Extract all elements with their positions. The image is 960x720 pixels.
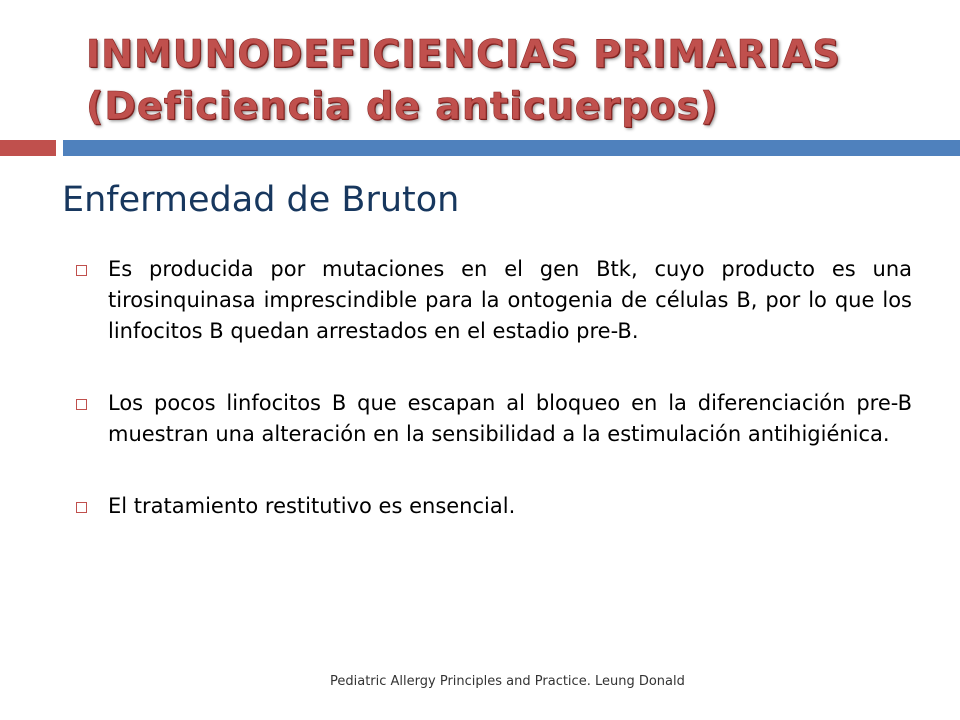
accent-bar-red (0, 140, 56, 156)
slide-title-line-1: INMUNODEFICIENCIAS PRIMARIAS (86, 32, 841, 76)
accent-bar-blue (63, 140, 960, 156)
bullet-text: El tratamiento restitutivo es ensencial. (108, 494, 516, 518)
bullet-item (72, 254, 912, 347)
hollow-square-bullet-icon (76, 399, 87, 410)
hollow-square-bullet-icon (76, 265, 87, 276)
slide-title (86, 28, 946, 132)
hollow-square-bullet-icon (76, 502, 87, 513)
bullet-item (72, 491, 912, 522)
bullet-text: Los pocos linfocitos B que escapan al bloqueo en la diferenciación pre-B muestran una alteración en la sensibilidad a la estimulación antihigiénica. (108, 391, 912, 446)
slide-title-line-2: (Deficiencia de anticuerpos) (86, 84, 719, 128)
slide-subtitle: Enfermedad de Bruton (62, 180, 460, 220)
bullet-text: Es producida por mutaciones en el gen Btk, cuyo producto es una tirosinquinasa imprescindible para la ontogenia de células B, por lo que los linfocitos B quedan arrestados en el estadio pre-B. (108, 257, 912, 343)
slide-footer-citation: Pediatric Allergy Principles and Practice. Leung Donald (330, 674, 685, 689)
bullet-list (72, 254, 912, 522)
bullet-item (72, 388, 912, 450)
